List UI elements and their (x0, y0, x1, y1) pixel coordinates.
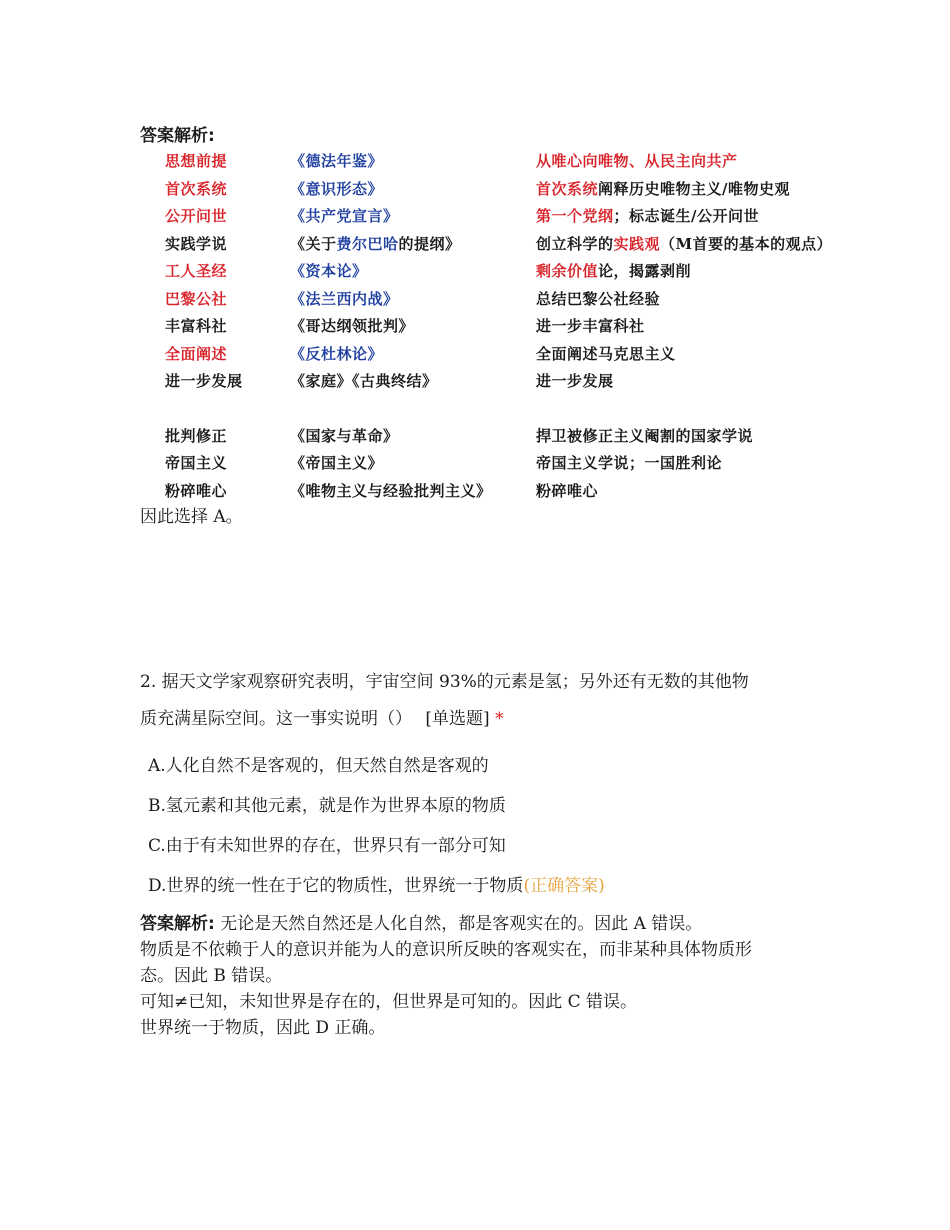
table-row-work: 《哥达纲领批判》 (290, 317, 415, 335)
table-row-event: 公开问世 (165, 207, 228, 225)
table-row-note-part: 帝国主义学说；一国胜利论 (536, 454, 723, 472)
required-asterisk: * (495, 709, 504, 729)
table-row-work: 《家庭》《古典终结》 (290, 372, 438, 390)
correct-answer-mark: (正确答案) (523, 876, 605, 896)
analysis-line-4: 世界统一于物质，因此 D 正确。 (140, 1018, 386, 1038)
table-row-work: 《反杜林论》 (290, 345, 384, 363)
table-row-work: 《共产党宣言》 (290, 207, 399, 225)
conclusion-text: 因此选择 A。 (140, 507, 243, 527)
table-row-note-part: 首次系统 (536, 180, 599, 198)
analysis-first-text: 无论是天然自然还是人化自然，都是客观实在的。因此 A 错误。 (220, 914, 703, 934)
table-row-note (536, 480, 598, 501)
table-row-note (536, 452, 722, 473)
table-row-note-part: 论，揭露剥削 (598, 262, 692, 280)
table-row-note (536, 288, 660, 309)
table-row-event: 工人圣经 (165, 262, 228, 280)
table-row-work: 《唯物主义与经验批判主义》 (290, 482, 492, 500)
table-row-note-part: 实践观 (613, 235, 661, 253)
table-row-note-part: 捍卫被修正主义阉割的国家学说 (536, 427, 754, 445)
table-row-note-part: 总结巴黎公社经验 (536, 290, 661, 308)
table-row-event: 批判修正 (165, 427, 228, 445)
table-row-work: 《国家与革命》 (290, 427, 399, 445)
table-row-work-part: 《关于 (290, 235, 337, 253)
table-row-event: 巴黎公社 (165, 290, 228, 308)
question-text-line2-body: 质充满星际空间。这一事实说明（） (140, 709, 412, 729)
table-row-work: 《意识形态》 (290, 180, 384, 198)
table-row-note (536, 178, 790, 199)
table-row-note (536, 233, 832, 254)
table-row-note-part: 创立科学的 (536, 235, 614, 253)
analysis-label: 答案解析: (140, 914, 215, 934)
question-text-line1: 2. 据天文学家观察研究表明，宇宙空间 93%的元素是氢；另外还有无数的其他物 (140, 672, 749, 692)
option-b[interactable]: B.氢元素和其他元素，就是作为世界本原的物质 (148, 796, 506, 816)
question-type-label: [单选题] (425, 709, 490, 729)
table-row-note-part: 进一步丰富科社 (536, 317, 645, 335)
option-a[interactable]: A.人化自然不是客观的，但天然自然是客观的 (148, 756, 489, 776)
table-row-note (536, 370, 614, 391)
table-row-work-part: 的提纲》 (398, 235, 461, 253)
table-row-event: 首次系统 (165, 180, 228, 198)
table-row-event: 全面阐述 (165, 345, 228, 363)
table-row-event: 进一步发展 (165, 372, 243, 390)
analysis-line-3: 可知≠已知，未知世界是存在的，但世界是可知的。因此 C 错误。 (140, 992, 638, 1012)
table-row-note-part: 全面阐述马克思主义 (536, 345, 676, 363)
table-row-event: 帝国主义 (165, 454, 228, 472)
table-row-note (536, 425, 753, 446)
option-d[interactable] (148, 873, 605, 899)
table-row-work-part: 费尔巴哈 (336, 235, 399, 253)
table-row-event: 思想前提 (165, 152, 228, 170)
table-row-note (536, 150, 738, 171)
option-c[interactable]: C.由于有未知世界的存在，世界只有一部分可知 (148, 836, 506, 856)
analysis-line-2: 态。因此 B 错误。 (140, 966, 283, 986)
table-row-event: 粉碎唯心 (165, 482, 228, 500)
table-row-work: 《资本论》 (290, 262, 368, 280)
table-row-note-part: （M首要的基本的观点） (660, 235, 833, 253)
table-row-note (536, 205, 759, 226)
table-row-note (536, 343, 676, 364)
answer-analysis-label: 答案解析: (140, 126, 215, 146)
table-row-work: 《帝国主义》 (290, 454, 384, 472)
table-row-work (290, 233, 461, 254)
table-row-note-part: 粉碎唯心 (536, 482, 599, 500)
table-row-work: 《法兰西内战》 (290, 290, 399, 308)
table-row-note-part: 第一个党纲 (536, 207, 614, 225)
table-row-work: 《德法年鉴》 (290, 152, 384, 170)
option-d-text: D.世界的统一性在于它的物质性，世界统一于物质 (148, 876, 524, 896)
table-row-note (536, 315, 645, 336)
question-text-line2 (140, 706, 504, 732)
table-row-note (536, 260, 691, 281)
table-row-note-part: 阐释历史唯物主义/唯物史观 (598, 180, 790, 198)
analysis-first-line (140, 911, 702, 937)
table-row-note-part: 剩余价值 (536, 262, 599, 280)
analysis-line-1: 物质是不依赖于人的意识并能为人的意识所反映的客观实在，而非某种具体物质形 (140, 940, 752, 960)
table-row-event: 丰富科社 (165, 317, 228, 335)
table-row-note-part: 进一步发展 (536, 372, 614, 390)
table-row-event: 实践学说 (165, 235, 228, 253)
table-row-note-part: ；标志诞生/公开问世 (613, 207, 759, 225)
table-row-note-part: 从唯心向唯物、从民主向共产 (536, 152, 738, 170)
